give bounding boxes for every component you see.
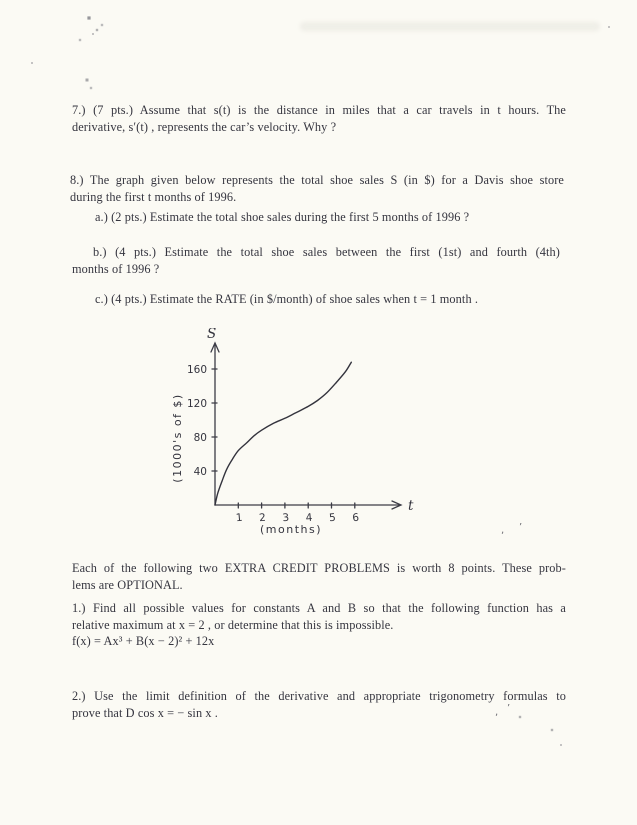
question-8c <box>72 291 566 308</box>
sales-curve <box>215 362 351 505</box>
extra-credit-intro-line-2: lems are OPTIONAL. <box>72 577 183 592</box>
question-7-line-1: 7.) (7 pts.) Assume that s(t) is the distance in miles that a car travels in t hours. The <box>72 103 566 117</box>
extra-credit-2-line-1: 2.) Use the limit definition of the derivative and appropriate trigonometry formulas to <box>72 689 566 703</box>
y-axis-title: S <box>207 328 217 342</box>
question-8b <box>72 244 566 277</box>
extra-credit-2-line-2: prove that D cos x = − sin x . <box>72 705 218 720</box>
y-tick-label: 120 <box>186 398 207 410</box>
question-8c-line-1: c.) (4 pts.) Estimate the RATE (in $/month) of shoe sales when t = 1 month . <box>95 292 479 306</box>
question-7-line-2: derivative, s′(t) , represents the car’s velocity. Why ? <box>72 119 337 134</box>
question-7 <box>72 102 566 135</box>
stray-pen-mark: , <box>501 525 505 536</box>
stray-pen-mark: , <box>495 707 499 718</box>
x-axis-unit-label: (months) <box>259 523 323 536</box>
y-tick-label: 160 <box>186 364 207 376</box>
extra-credit-1-line-2: relative maximum at x = 2 , or determine that this is impossible. <box>72 617 394 632</box>
y-axis-unit-label: (1000's of $) <box>171 393 184 483</box>
extra-credit-1-formula: f(x) = Ax³ + B(x − 2)² + 12x <box>72 634 215 649</box>
scan-noise-speckles <box>0 0 2 2</box>
shoe-sales-graph <box>148 328 438 543</box>
stray-pen-mark: ’ <box>507 703 511 714</box>
y-tick-label: 80 <box>193 432 207 444</box>
x-tick-label: 5 <box>328 511 337 525</box>
extra-credit-1-line-1: 1.) Find all possible values for constants A and B so that the following function has a <box>72 601 566 615</box>
extra-credit-problem-1 <box>72 600 566 650</box>
x-tick-label: 2 <box>258 511 267 525</box>
extra-credit-intro-line-1: Each of the following two EXTRA CREDIT PROBLEMS is worth 8 points. These prob- <box>72 561 566 575</box>
question-8-line-2: during the first t months of 1996. <box>70 189 237 204</box>
stray-pen-mark: ’ <box>519 522 523 533</box>
x-tick-label: 6 <box>351 511 360 525</box>
question-8b-line-1: b.) (4 pts.) Estimate the total shoe sales between the first (1st) and fourth (4th) <box>93 245 560 259</box>
extra-credit-intro <box>72 560 566 593</box>
extra-credit-problem-2 <box>72 688 566 721</box>
question-8 <box>70 172 564 205</box>
question-8b-line-2: months of 1996 ? <box>72 261 160 276</box>
scan-smudge <box>300 22 600 31</box>
y-tick-label: 40 <box>193 466 207 478</box>
question-8-line-1: 8.) The graph given below represents the total shoe sales S (in $) for a Davis shoe store <box>70 173 564 187</box>
question-8a <box>72 209 566 226</box>
x-tick-label: 3 <box>281 511 290 525</box>
x-axis-title: t <box>408 498 414 514</box>
x-tick-label: 4 <box>305 511 313 525</box>
question-8a-line-1: a.) (2 pts.) Estimate the total shoe sales during the first 5 months of 1996 ? <box>95 210 470 224</box>
x-tick-label: 1 <box>235 511 244 525</box>
